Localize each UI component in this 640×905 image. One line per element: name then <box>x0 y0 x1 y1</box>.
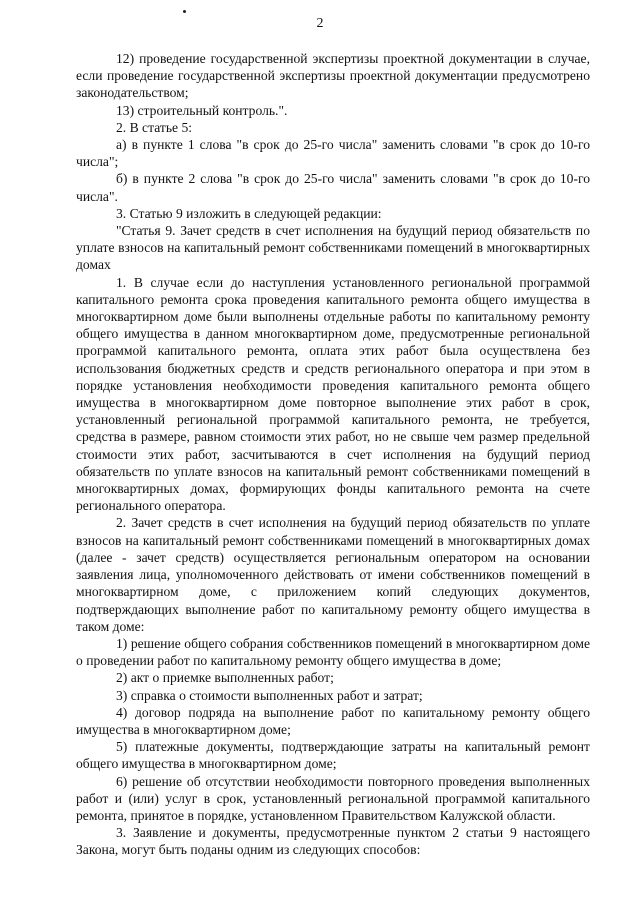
paragraph-sub-a: а) в пункте 1 слова "в срок до 25-го числа" заменить словами "в срок до 10-го числа"; <box>76 137 590 170</box>
scan-mark <box>183 10 186 13</box>
paragraph-clause-2: 2. Зачет средств в счет исполнения на будущий период обязательств по уплате взносов на капитальный ремонт собственниками помещений в многоквартирных домах (далее - зачет средств) осуществляется региональным оператором на основании заявления лица, уполномоченного действовать от имени собственников помещений в многоквартирном доме, с приложением копий следующих документов, подтверждающих выполнение работ по капитальному ремонту общего имущества в таком доме: <box>76 515 590 634</box>
paragraph-clause-1: 1. В случае если до наступления установленного региональной программой капитального ремонта срока проведения капитального ремонта общего имущества в многоквартирном доме были выполнены отдельные работы по капитальному ремонту общего имущества в данном многоквартирном доме, предусмотренные региональной программой капитального ремонта, оплата этих работ была осуществлена без использования бюджетных средств и средств регионального оператора и при этом в порядке установления необходимости проведения капитального ремонта общего имущества в многоквартирном доме повторное выполнение этих работ в срок, установленный региональной программой капитального ремонта, не требуется, средства в размере, равном стоимости этих работ, но не свыше чем размер предельной стоимости этих работ, засчитываются в счет исполнения на будущий период обязательств по уплате взносов на капитальный ремонт собственниками помещений в многоквартирных домах, формирующих фонды капитального ремонта на счете регионального оператора. <box>76 274 590 514</box>
article-9-heading: "Статья 9. Зачет средств в счет исполнения на будущий период обязательств по уплате взносов на капитальный ремонт собственниками помещений в многоквартирных домах <box>76 223 590 273</box>
list-item-6: 6) решение об отсутствии необходимости повторного проведения выполненных работ и (или) услуг в срок, установленный региональной программой капитального ремонта, принятое в порядке, установленном Правительством Калужской области. <box>76 773 590 823</box>
page-number: 2 <box>316 16 324 31</box>
list-item-2: 2) акт о приемке выполненных работ; <box>116 670 334 686</box>
paragraph-article-5: 2. В статье 5: <box>116 119 193 135</box>
paragraph-item-12: 12) проведение государственной экспертизы проектной документации в случае, если проведение государственной экспертизы проектной документации предусмотрено законодательством; <box>76 51 590 101</box>
paragraph-item-13: 13) строительный контроль.". <box>116 102 288 118</box>
paragraph-sub-b: б) в пункте 2 слова "в срок до 25-го числа" заменить словами "в срок до 10-го числа". <box>76 171 590 204</box>
paragraph-article-9-intro: 3. Статью 9 изложить в следующей редакции: <box>116 205 382 221</box>
paragraph-clause-3: 3. Заявление и документы, предусмотренные пунктом 2 статьи 9 настоящего Закона, могут быть поданы одним из следующих способов: <box>76 825 590 858</box>
list-item-3: 3) справка о стоимости выполненных работ и затрат; <box>116 687 423 703</box>
list-item-1: 1) решение общего собрания собственников помещений в многоквартирном доме о проведении работ по капитальному ремонту общего имущества в доме; <box>76 635 590 669</box>
list-item-4: 4) договор подряда на выполнение работ по капитальному ремонту общего имущества в многоквартирном доме; <box>76 704 590 737</box>
list-item-5: 5) платежные документы, подтверждающие затраты на капитальный ремонт общего имущества в многоквартирном доме; <box>76 739 590 772</box>
document-body <box>76 50 590 859</box>
